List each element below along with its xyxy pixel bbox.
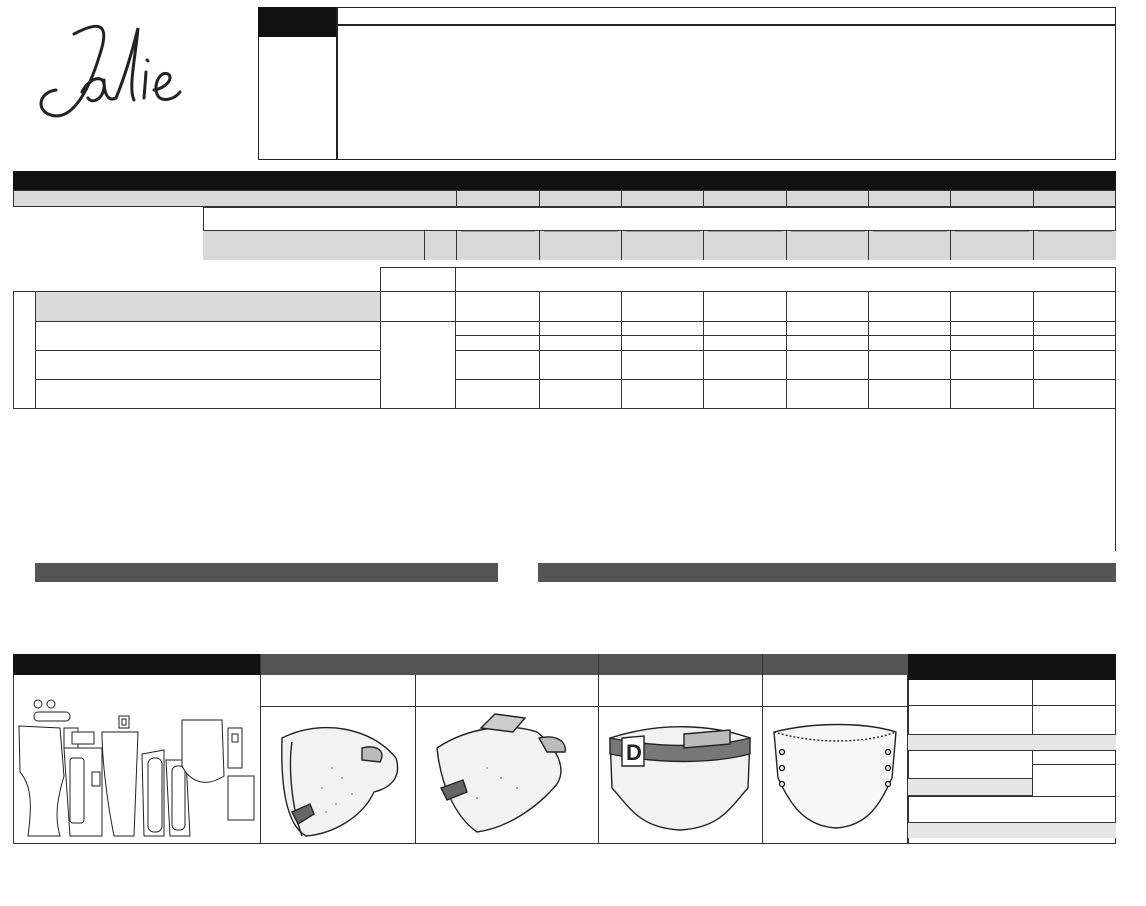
- divider: [908, 705, 1116, 706]
- grid-line: [786, 291, 787, 408]
- all-in-one-diaper-illustration: [262, 708, 414, 842]
- grid-line: [455, 379, 1116, 380]
- notions-head: [908, 654, 1116, 680]
- pattern-number: [258, 7, 336, 37]
- weight-cell: [1033, 230, 1116, 260]
- snaps-qty-row: [908, 822, 1116, 838]
- measurement-title: [203, 208, 1116, 230]
- grid-line: [35, 321, 1116, 322]
- pattern-description: [344, 32, 1109, 39]
- divider: [1032, 764, 1116, 765]
- sizes-label: [13, 190, 455, 207]
- weight-lbs: [708, 231, 782, 232]
- grid-line: [380, 267, 381, 291]
- grid-line: [455, 267, 456, 291]
- size-6m-9m: [786, 190, 869, 207]
- divider: [336, 7, 338, 160]
- grid-line: [1033, 291, 1034, 408]
- size-n: [539, 190, 622, 207]
- grid-line: [13, 408, 1116, 409]
- important-en-bar: [538, 563, 1116, 582]
- divider: [260, 706, 908, 707]
- header-box: [258, 7, 1116, 160]
- size-2t: [1033, 190, 1116, 207]
- section-a-title: [36, 292, 380, 321]
- pocket-diaper-illustration: [417, 708, 597, 842]
- weight-lbs: [544, 231, 618, 232]
- weight-lbs: [791, 231, 865, 232]
- spacer: [344, 32, 1109, 39]
- grid-line: [1115, 291, 1116, 408]
- elastic-qty-row: [1032, 734, 1116, 751]
- grid-line: [621, 291, 622, 408]
- divider: [260, 675, 261, 844]
- size-1m: [621, 190, 704, 207]
- weight-lbs: [955, 231, 1029, 232]
- weight-cell: [621, 230, 704, 260]
- grid-line: [455, 350, 1116, 351]
- grid-line: [950, 291, 951, 408]
- babies-band: [13, 171, 1116, 190]
- grid-line: [13, 291, 1116, 292]
- pattern-pieces-layout: [14, 676, 259, 842]
- grid-line: [868, 291, 869, 408]
- fitted-diaper-illustration: [600, 708, 760, 842]
- grid-line: [539, 291, 540, 408]
- weight-cell: [456, 230, 539, 260]
- grid-line: [455, 291, 456, 408]
- grid-line: [1115, 267, 1116, 551]
- weight-cell: [868, 230, 951, 260]
- weight-cell: [703, 230, 786, 260]
- pattern-pieces-head: [13, 654, 260, 675]
- size-24m: [950, 190, 1033, 207]
- size-3m: [703, 190, 786, 207]
- size-12m-18m: [868, 190, 951, 207]
- weight-lbs: [873, 231, 947, 232]
- loop-qty-row: [908, 734, 1032, 751]
- divider: [762, 675, 763, 844]
- grid-line: [35, 350, 380, 351]
- weight-lbs: [1038, 231, 1112, 232]
- weight-cell: [786, 230, 869, 260]
- important-fr-bar: [35, 563, 498, 582]
- hook-qty-row: [908, 778, 1032, 796]
- divider: [336, 24, 1116, 26]
- svg-text:D: D: [626, 740, 642, 765]
- barcode: [997, 848, 1137, 888]
- size-p: [456, 190, 539, 207]
- grid-line: [13, 291, 14, 408]
- weight-cell: [950, 230, 1033, 260]
- weight-cell: [539, 230, 622, 260]
- view-b-head: [598, 654, 762, 675]
- section-title-line: [44, 292, 380, 295]
- grid-line-thin: [455, 335, 1116, 336]
- divider: [424, 230, 425, 260]
- divider: [908, 796, 1116, 797]
- grid-line: [35, 291, 36, 408]
- grid-line: [35, 379, 380, 380]
- weight-lbs: [626, 231, 700, 232]
- view-a-head: [260, 654, 598, 675]
- view-c-head: [762, 654, 908, 675]
- grid-line: [380, 267, 1116, 268]
- divider: [598, 675, 599, 844]
- grid-line: [380, 291, 381, 408]
- jalie-logo: [30, 14, 210, 124]
- grid-line: [703, 291, 704, 408]
- divider: [415, 675, 416, 844]
- weight-lbs: [461, 231, 535, 232]
- diaper-cover-illustration: [764, 708, 906, 842]
